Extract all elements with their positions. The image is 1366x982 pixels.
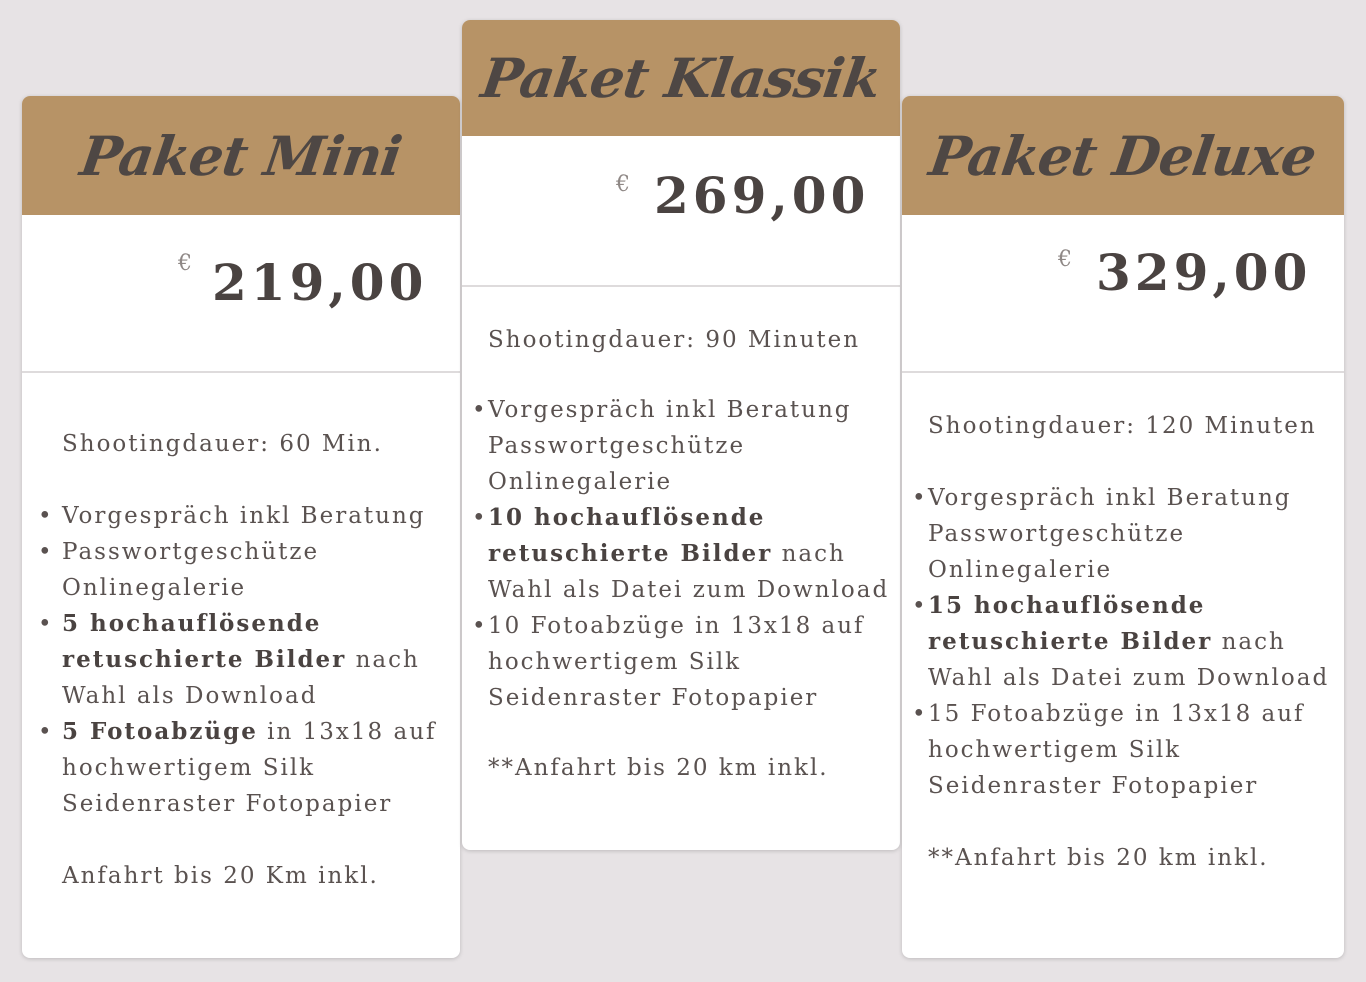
package-title: Paket Deluxe <box>925 123 1321 188</box>
list-item: • 10 hochauflösende retuschierte Bilder nach Wahl als Datei zum Download <box>488 500 889 608</box>
bullet-icon: • <box>912 701 928 727</box>
package-card-deluxe <box>902 96 1344 958</box>
travel-note: Anfahrt bis 20 Km inkl. <box>62 863 379 889</box>
list-item: • Passwortgeschütze Onlinegalerie <box>62 534 437 606</box>
package-title: Paket Mini <box>76 123 406 188</box>
price-value: 219,00 <box>212 253 428 312</box>
bullet-icon: • <box>38 503 54 529</box>
list-item: • 5 hochauflösende retuschierte Bilder nach Wahl als Download <box>62 606 437 714</box>
bullet-icon: • <box>38 719 54 745</box>
bullet-icon: • <box>472 397 488 423</box>
shooting-duration: Shootingdauer: 120 Minuten <box>928 413 1317 439</box>
bullet-icon: • <box>912 593 928 619</box>
list-item: • Vorgespräch inkl Beratung Passwortgeschütze Onlinegalerie <box>488 392 889 500</box>
list-item: • Vorgespräch inkl Beratung Passwortgeschütze Onlinegalerie <box>928 480 1329 588</box>
bullet-icon: • <box>38 611 54 637</box>
currency-symbol: € <box>178 251 192 276</box>
list-item: • 15 Fotoabzüge in 13x18 auf hochwertigem Silk Seidenraster Fotopapier <box>928 696 1329 804</box>
card-header <box>462 20 900 136</box>
currency-symbol: € <box>616 172 630 197</box>
package-card-klassik <box>462 20 900 850</box>
list-item: • 5 Fotoabzüge in 13x18 auf hochwertigem Silk Seidenraster Fotopapier <box>62 714 437 822</box>
price-box <box>462 136 900 287</box>
bullet-icon: • <box>472 613 488 639</box>
price-value: 329,00 <box>1096 243 1312 302</box>
bullet-icon: • <box>472 505 488 531</box>
bullet-icon: • <box>912 485 928 511</box>
price-box <box>22 215 460 373</box>
travel-note: **Anfahrt bis 20 km inkl. <box>488 755 829 781</box>
bullet-icon: • <box>38 539 54 565</box>
package-title: Paket Klassik <box>477 46 885 110</box>
card-header <box>902 96 1344 215</box>
price-value: 269,00 <box>654 166 870 225</box>
currency-symbol: € <box>1058 247 1072 272</box>
shooting-duration: Shootingdauer: 90 Minuten <box>488 327 861 353</box>
list-item: • Vorgespräch inkl Beratung <box>62 498 437 534</box>
package-details <box>912 408 1330 876</box>
package-details <box>472 322 890 786</box>
package-card-mini <box>22 96 460 958</box>
card-header <box>22 96 460 215</box>
travel-note: **Anfahrt bis 20 km inkl. <box>928 845 1269 871</box>
shooting-duration: Shootingdauer: 60 Min. <box>62 431 383 457</box>
package-details <box>38 426 437 894</box>
list-item: • 10 Fotoabzüge in 13x18 auf hochwertigem Silk Seidenraster Fotopapier <box>488 608 889 716</box>
price-box <box>902 215 1344 373</box>
list-item: • 15 hochauflösende retuschierte Bilder nach Wahl als Datei zum Download <box>928 588 1329 696</box>
